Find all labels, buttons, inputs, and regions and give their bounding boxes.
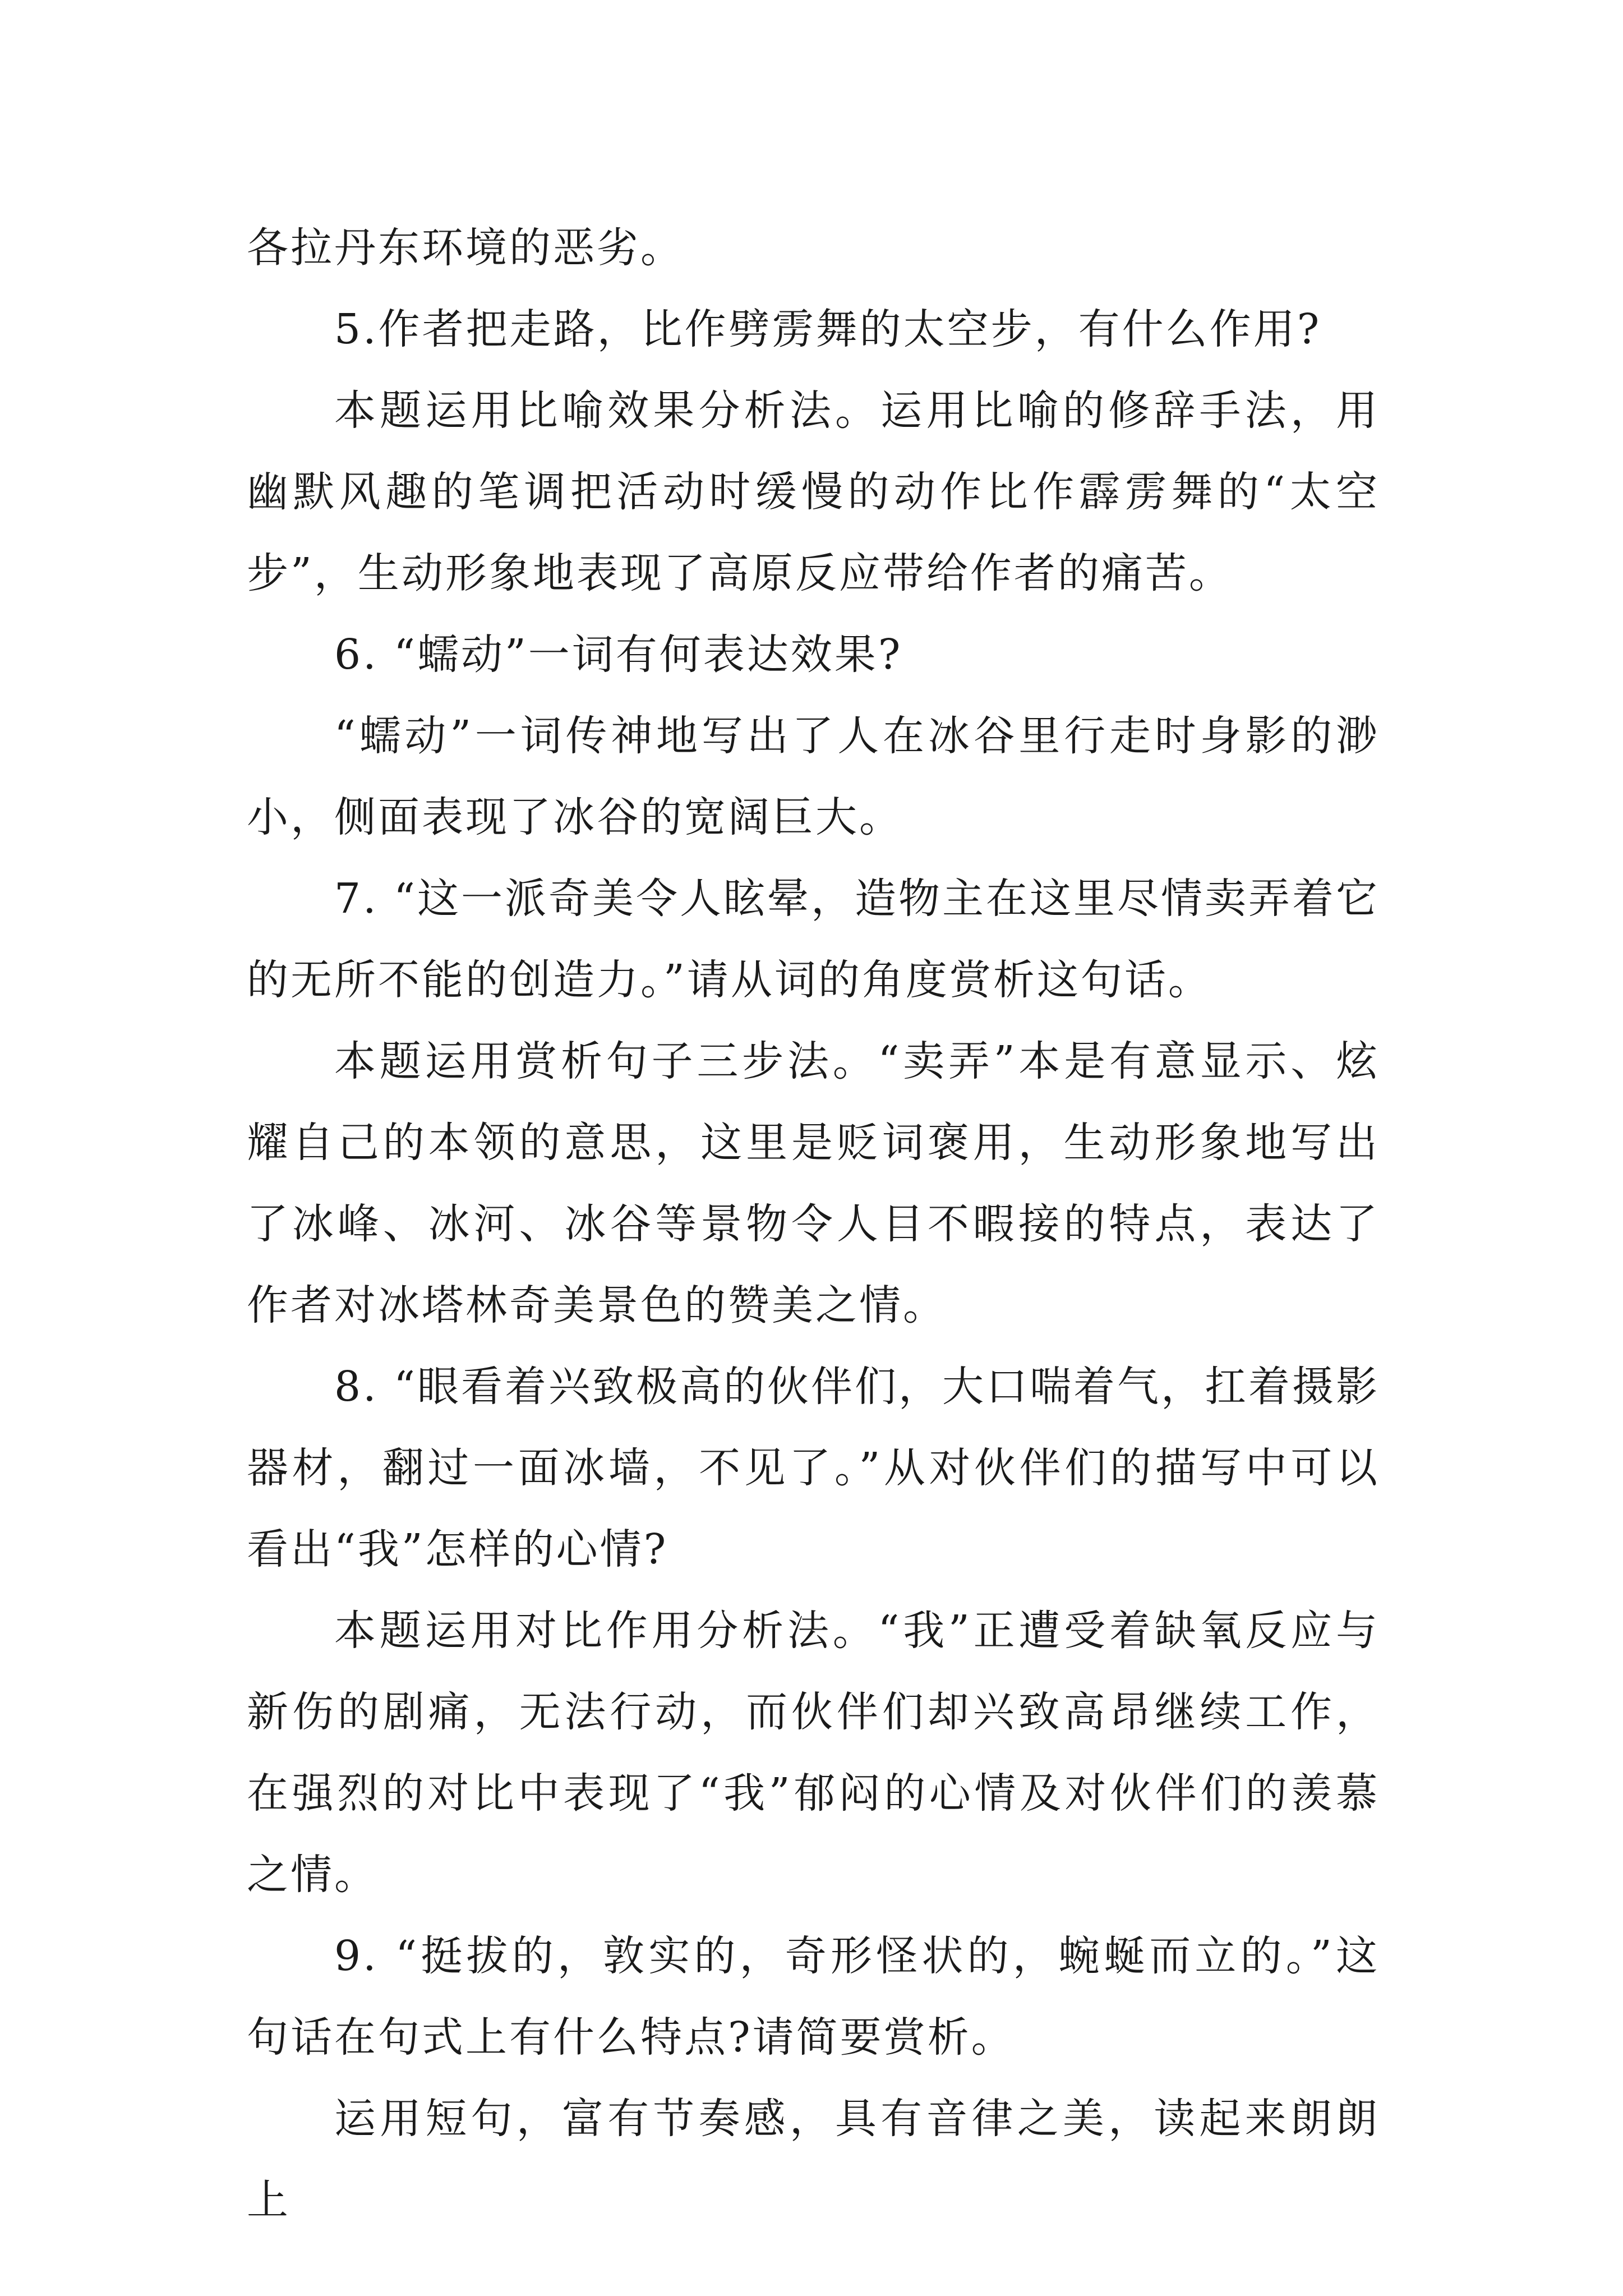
paragraph-continuation: 各拉丹东环境的恶劣。 xyxy=(247,224,684,272)
answer-6: “蠕动”一词传神地写出了人在冰谷里行走时身影的渺小，侧面表现了冰谷的宽阔巨大。 xyxy=(247,712,1380,841)
answer-5: 本题运用比喻效果分析法。运用比喻的修辞手法，用幽默风趣的笔调把活动时缓慢的动作比作霹雳舞的“太空步”，生动形象地表现了高原反应带给作者的痛苦。 xyxy=(247,386,1380,597)
document-body xyxy=(247,208,1380,2241)
answer-8: 本题运用对比作用分析法。“我”正遭受着缺氧反应与新伤的剧痛，无法行动，而伙伴们却兴致高昂继续工作，在强烈的对比中表现了“我”郁闷的心情及对伙伴们的羡慕之情。 xyxy=(247,1607,1380,1899)
question-6: 6. “蠕动”一词有何表达效果? xyxy=(334,631,903,679)
question-5: 5.作者把走路，比作劈雳舞的太空步，有什么作用? xyxy=(334,305,1322,353)
answer-7: 本题运用赏析句子三步法。“卖弄”本是有意显示、炫耀自己的本领的意思，这里是贬词褒用，生动形象地写出了冰峰、冰河、冰谷等景物令人目不暇接的特点，表达了作者对冰塔林奇美景色的赞美之情。 xyxy=(247,1037,1380,1329)
question-9: 9. “挺拔的，敦实的，奇形怪状的，蜿蜒而立的。”这句话在句式上有什么特点?请简要赏析。 xyxy=(247,1932,1380,2062)
answer-9: 运用短句，富有节奏感，具有音律之美，读起来朗朗上 xyxy=(247,2095,1380,2224)
question-7: 7. “这一派奇美令人眩晕，造物主在这里尽情卖弄着它的无所不能的创造力。”请从词的角度赏析这句话。 xyxy=(247,875,1380,1004)
question-8: 8. “眼看着兴致极高的伙伴们，大口喘着气，扛着摄影器材，翻过一面冰墙，不见了。”从对伙伴们的描写中可以看出“我”怎样的心情? xyxy=(247,1363,1380,1573)
